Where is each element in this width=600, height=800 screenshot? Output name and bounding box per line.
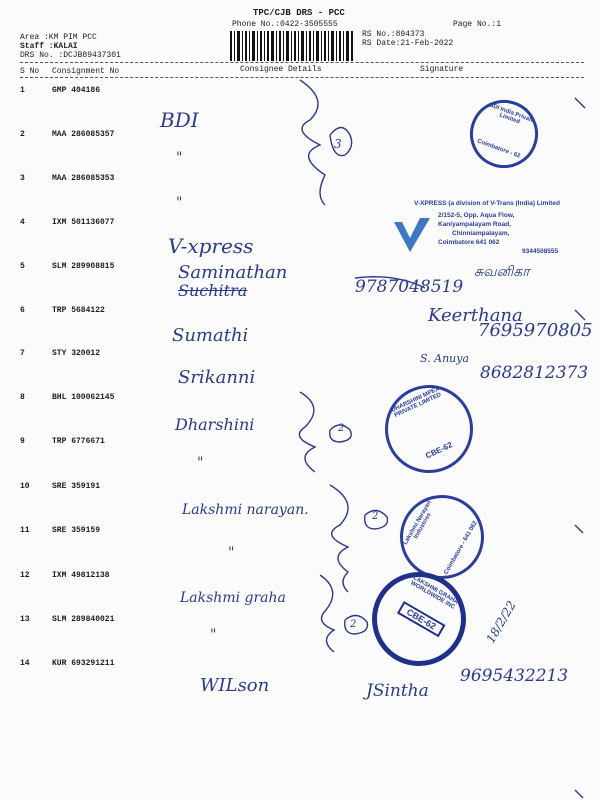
lakshmi-narayan-stamp: Lakshmi Narayan Industries Coimbatore - 641 062 (385, 480, 500, 595)
hw-vxpress: V-xpress (168, 234, 254, 258)
hw-lakshmi-narayan: Lakshmi narayan. (182, 502, 309, 518)
report-title: TPC/CJB DRS - PCC (253, 8, 345, 18)
vxpress-stamp: V-XPRESS (a division of V-Trans (India) Limited 2/152-5, Opp. Aqua Flow, Kaniyampalayam Road, Chinniampalayam, Coimbatore 641 062 9344508555 (392, 200, 582, 258)
row-number: 13 (20, 615, 30, 624)
hw-date-sig: 18/2/22 (483, 598, 519, 646)
hw-phone-1: 9787048519 (355, 277, 464, 297)
consignment-number: MAA 286085353 (52, 174, 115, 183)
consignment-number: MAA 286085357 (52, 130, 115, 139)
row-number: 4 (20, 218, 25, 227)
consignment-number: SRE 359191 (52, 482, 101, 491)
consignment-number: SRE 359159 (52, 526, 101, 535)
hw-jsintha: JSintha (366, 681, 429, 701)
phone-number: Phone No.:0422-3505555 (232, 20, 338, 29)
hw-ditto-5: " (210, 627, 217, 643)
brace-rows-8-9 (299, 392, 315, 472)
bdi-stamp: BDI India Private Limited Coimbatore - 62 (460, 90, 547, 177)
consignment-number: STY 320012 (52, 349, 101, 358)
drs-number: DRS No. :DCJB89437301 (20, 51, 121, 60)
hw-phone-3: 8682812373 (480, 363, 589, 383)
hw-phone-4: 9695432213 (460, 666, 569, 686)
rs-date: RS Date:21-Feb-2022 (362, 39, 454, 48)
hw-s-anu: S. Anuya (420, 352, 470, 365)
col-signature: Signature (420, 65, 464, 74)
consignment-number: GMP 404186 (52, 86, 101, 95)
consignment-number: SLM 289840021 (52, 615, 115, 624)
row-number: 10 (20, 482, 30, 491)
area-label: Area :KM PIM PCC (20, 33, 97, 42)
consignment-number: IXM 49812138 (52, 571, 110, 580)
row-number: 5 (20, 262, 25, 271)
consignment-number: KUR 693291211 (52, 659, 115, 668)
row-number: 12 (20, 571, 30, 580)
row-number: 7 (20, 349, 25, 358)
hw-keerthana: Keerthana (428, 305, 523, 326)
consignment-number: BHL 100062145 (52, 393, 115, 402)
staff-label: Staff :KALAI (20, 42, 78, 51)
hw-circled-2-b: 2 (372, 511, 379, 522)
hw-tamil-name: சுவனிகா (474, 264, 530, 280)
hw-suchitra: Suchitra (178, 281, 248, 300)
hw-bdi: BDI (160, 108, 199, 132)
consignment-number: TRP 6776671 (52, 437, 105, 446)
hw-wilson: WILson (200, 675, 270, 696)
row-number: 6 (20, 306, 25, 315)
row-number: 3 (20, 174, 25, 183)
row-number: 1 (20, 86, 25, 95)
brace-rows-10-11 (330, 485, 348, 592)
hw-sumathi: Sumathi (172, 325, 249, 346)
row-number: 9 (20, 437, 25, 446)
consignment-number: IXM 501136077 (52, 218, 115, 227)
hw-circled-2-c: 2 (350, 619, 357, 630)
row-number: 11 (20, 526, 30, 535)
consignment-number: SLM 289908815 (52, 262, 115, 271)
hw-ditto-3: " (197, 455, 204, 471)
row-number: 8 (20, 393, 25, 402)
hw-saminathan: Saminathan (178, 262, 288, 283)
hw-circled-2-a: 2 (338, 423, 345, 434)
dharshini-stamp: DHARSHINI MPEX PRIVATE LIMITED CBE-62 (371, 371, 488, 488)
hw-srikanni: Srikanni (178, 367, 256, 388)
col-consignment: Consignment No (52, 67, 120, 76)
vxpress-logo-icon (392, 216, 432, 256)
brace-rows-1-3 (300, 80, 325, 205)
hw-circled-3: 3 (334, 137, 342, 151)
rs-number: RS No.:894373 (362, 30, 425, 39)
hw-ditto-4: " (228, 545, 235, 561)
brace-rows-12-13 (320, 575, 334, 652)
col-consignee: Consignee Details (240, 65, 322, 74)
consignment-number: TRP 5684122 (52, 306, 105, 315)
hw-phone-2: 7695970805 (478, 320, 593, 341)
hw-ditto-2: " (176, 195, 183, 211)
hw-ditto-1: " (176, 150, 183, 166)
row-number: 14 (20, 659, 30, 668)
page-number: Page No.:1 (453, 20, 502, 29)
lakshmi-graha-stamp: LAKSHMI GRAHA WORLDWIDE INC CBE-62 (355, 555, 483, 683)
row-number: 2 (20, 130, 25, 139)
hw-lakshmi-graha: Lakshmi graha (180, 590, 286, 606)
col-sno: S No (20, 67, 40, 76)
hw-dharshini: Dharshini (175, 415, 255, 434)
